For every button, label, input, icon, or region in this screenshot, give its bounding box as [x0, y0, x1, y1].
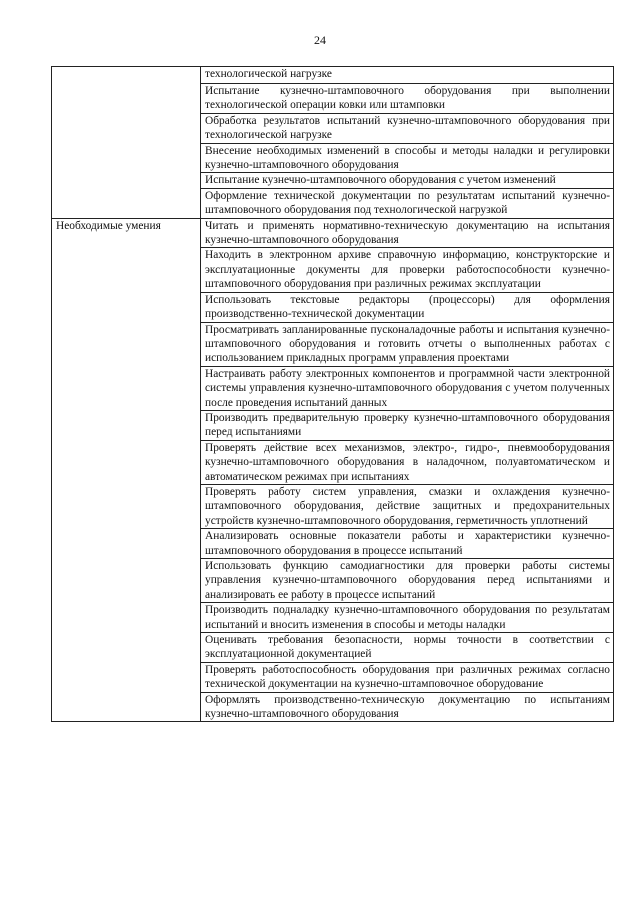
table-cell-item: Читать и применять нормативно-техническую документацию на испытания кузнечно-штамповочного оборудования: [201, 218, 614, 248]
skills-section: [52, 218, 614, 722]
page-number: 24: [314, 33, 326, 47]
table-cell-item: Оформление технической документации по результатам испытаний кузнечно-штамповочного оборудования под технологической нагрузкой: [201, 188, 614, 218]
table-cell-item: Производить подналадку кузнечно-штамповочного оборудования по результатам испытаний и вносить изменения в способы и методы наладки: [201, 603, 614, 633]
table-cell-item: Использовать текстовые редакторы (процессоры) для оформления производственно-технической документации: [201, 292, 614, 322]
table-cell-item: Анализировать основные показатели работы и характеристики кузнечно-штамповочного оборудования в процессе испытаний: [201, 529, 614, 559]
table-cell-item: Производить предварительную проверку кузнечно-штамповочного оборудования перед испытаниями: [201, 410, 614, 440]
table-cell-item: Настраивать работу электронных компонентов и программной части электронной системы управления кузнечно-штамповочного оборудования с учетом полученных после проведения испытаний данных: [201, 366, 614, 410]
table-cell-item: Использовать функцию самодиагностики для проверки работы системы управления кузнечно-штамповочного оборудования перед испытаниями и анализировать ее работу в процессе испытаний: [201, 559, 614, 603]
table-cell-item: Просматривать запланированные пусконаладочные работы и испытания кузнечно-штамповочного оборудования и готовить отчеты о выполненных работах с использованием прикладных программ управления проектами: [201, 322, 614, 366]
table-cell-item: Обработка результатов испытаний кузнечно-штамповочного оборудования при технологической нагрузке: [201, 113, 614, 143]
table-cell-item: Проверять работу систем управления, смазки и охлаждения кузнечно-штамповочного оборудования, действие защитных и предохранительных устройств кузнечно-штамповочного оборудования, герметичность уплотнений: [201, 484, 614, 528]
table-cell-item: Внесение необходимых изменений в способы и методы наладки и регулировки кузнечно-штамповочного оборудования: [201, 143, 614, 173]
table-cell-item: Оформлять производственно-техническую документацию по испытаниям кузнечно-штамповочного оборудования: [201, 692, 614, 722]
table-cell-item: Проверять работоспособность оборудования при различных режимах согласно технической документации на кузнечно-штамповочное оборудование: [201, 662, 614, 692]
requirements-table: [51, 66, 614, 722]
table-cell-item: Находить в электронном архиве справочную информацию, конструкторские и эксплуатационные документы для проверки работоспособности кузнечно-штамповочного оборудования при различных режимах эксплуатации: [201, 248, 614, 292]
table-cell-item: технологической нагрузке: [201, 67, 614, 84]
table-cell-item: Оценивать требования безопасности, нормы точности в соответствии с эксплуатационной документацией: [201, 633, 614, 663]
continued-section: [52, 67, 614, 219]
table-cell-item: Испытание кузнечно-штамповочного оборудования с учетом изменений: [201, 173, 614, 188]
table-cell-item: Испытание кузнечно-штамповочного оборудования при выполнении технологической операции ковки или штамповки: [201, 84, 614, 114]
skills-section-label: Необходимые умения: [52, 218, 201, 722]
table-cell-item: Проверять действие всех механизмов, электро-, гидро-, пневмооборудования кузнечно-штамповочного оборудования в наладочном, полуавтоматическом и автоматическом режимах при испытаниях: [201, 440, 614, 484]
continued-section-label: [52, 67, 201, 219]
